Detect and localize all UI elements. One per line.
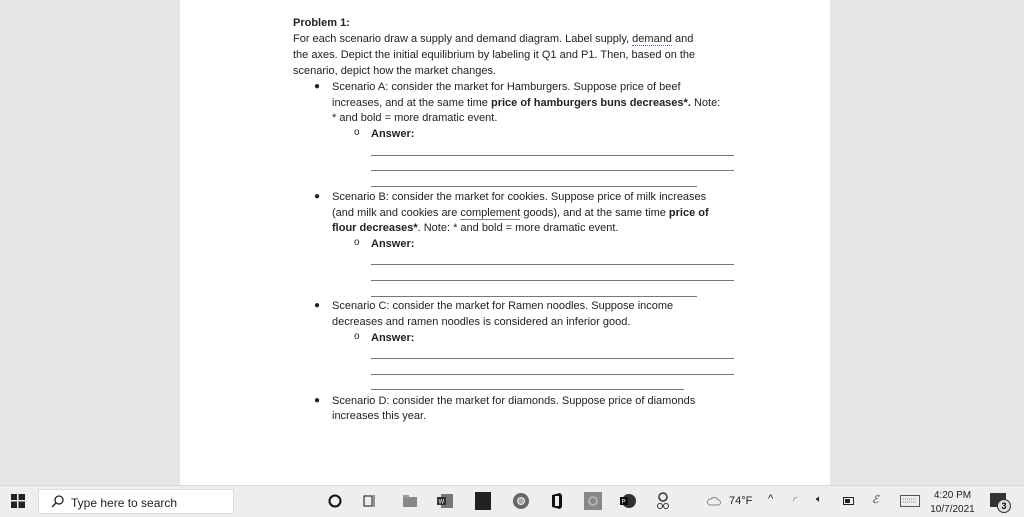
office-icon[interactable] (548, 492, 566, 510)
time: 4:20 PM (933, 490, 972, 501)
snipping-tool-icon[interactable] (654, 492, 672, 510)
text: (and milk and cookies are (332, 207, 461, 219)
complement-text: complement (460, 207, 521, 219)
app-icon[interactable] (584, 492, 602, 510)
svg-text:W: W (438, 499, 445, 506)
bold-text: price of (668, 207, 709, 219)
answer-line (371, 155, 734, 156)
intro-and: and (671, 33, 694, 45)
scenario-b-line-2 (332, 206, 709, 220)
answer-line (371, 296, 697, 297)
answer-line (371, 358, 734, 359)
clock[interactable] (925, 489, 980, 517)
bullet-icon: ● (314, 191, 321, 202)
intro-line-2: the axes. Depict the initial equilibrium by labeling it Q1 and P1. Then, based on the (293, 49, 696, 61)
scenario-d-line-1: Scenario D: consider the market for diamonds. Suppose price of diamonds (332, 395, 696, 407)
scenario-b-line-3 (332, 221, 618, 235)
scenario-a-line-2 (332, 96, 720, 110)
answer-line (371, 389, 684, 390)
problem-heading: Problem 1: (293, 17, 350, 29)
date: 10/7/2021 (930, 504, 975, 515)
notification-count: 3 (997, 499, 1011, 513)
svg-text:P: P (621, 499, 626, 506)
bold-text: flour decreases* (332, 222, 418, 234)
text: goods), and at the same time (520, 207, 669, 219)
cortana-icon[interactable] (326, 492, 344, 510)
search-placeholder: Type here to search (71, 496, 178, 510)
powerpoint-icon[interactable] (619, 492, 637, 510)
task-view-icon[interactable] (360, 492, 378, 510)
battery-icon[interactable] (843, 497, 855, 505)
text: increases, and at the same time (332, 97, 491, 109)
document-page (180, 0, 830, 485)
bullet-icon: ● (314, 300, 321, 311)
chevron-up-icon[interactable]: ^ (768, 493, 774, 505)
bold-text: price of hamburgers buns decreases*. (490, 97, 691, 109)
weather-cloud-icon[interactable] (706, 494, 722, 508)
wifi-icon[interactable]: ◜ (793, 495, 798, 507)
search-box[interactable] (38, 489, 234, 514)
scenario-b-line-1: Scenario B: consider the market for cookies. Suppose price of milk increases (332, 191, 707, 203)
volume-icon[interactable]: 🔈︎ (816, 494, 822, 505)
scenario-d-line-2: increases this year. (332, 410, 427, 422)
chrome-icon[interactable] (512, 492, 530, 510)
bullet-icon: ● (314, 81, 321, 92)
answer-line (371, 264, 734, 265)
circle-bullet-icon: o (354, 127, 360, 138)
intro-line-3: scenario, depict how the market changes. (293, 65, 497, 77)
intro-demand: demand (632, 33, 672, 45)
circle-bullet-icon: o (354, 237, 360, 248)
scenario-c-line-2: decreases and ramen noodles is considered an inferior good. (332, 316, 631, 328)
word-icon[interactable] (436, 492, 454, 510)
notification-icon[interactable] (990, 493, 1007, 511)
weather-temp[interactable]: 74°F (729, 495, 753, 507)
answer-line (371, 170, 734, 171)
scenario-a-line-1: Scenario A: consider the market for Hamburgers. Suppose price of beef (332, 81, 681, 93)
scenario-a-line-3: * and bold = more dramatic event. (332, 112, 498, 124)
answer-label: Answer: (371, 332, 415, 344)
kindle-icon[interactable] (474, 492, 492, 510)
file-explorer-icon[interactable] (401, 492, 419, 510)
bullet-icon: ● (314, 395, 321, 406)
search-icon (51, 495, 64, 508)
answer-line (371, 280, 734, 281)
intro-text: For each scenario draw a supply and demand diagram. Label supply, (293, 33, 633, 45)
text: . Note: * and bold = more dramatic event. (417, 222, 619, 234)
answer-label: Answer: (371, 128, 415, 140)
pen-icon[interactable]: ℰ (872, 494, 879, 506)
taskbar (0, 485, 1024, 517)
intro-line-1 (293, 32, 693, 46)
answer-line (371, 374, 734, 375)
scenario-c-line-1: Scenario C: consider the market for Ramen noodles. Suppose income (332, 300, 674, 312)
windows-start-icon[interactable] (11, 494, 25, 508)
answer-label: Answer: (371, 238, 415, 250)
text: Note: (690, 97, 721, 109)
circle-bullet-icon: o (354, 331, 360, 342)
keyboard-icon[interactable] (900, 495, 920, 507)
answer-line (371, 186, 697, 187)
